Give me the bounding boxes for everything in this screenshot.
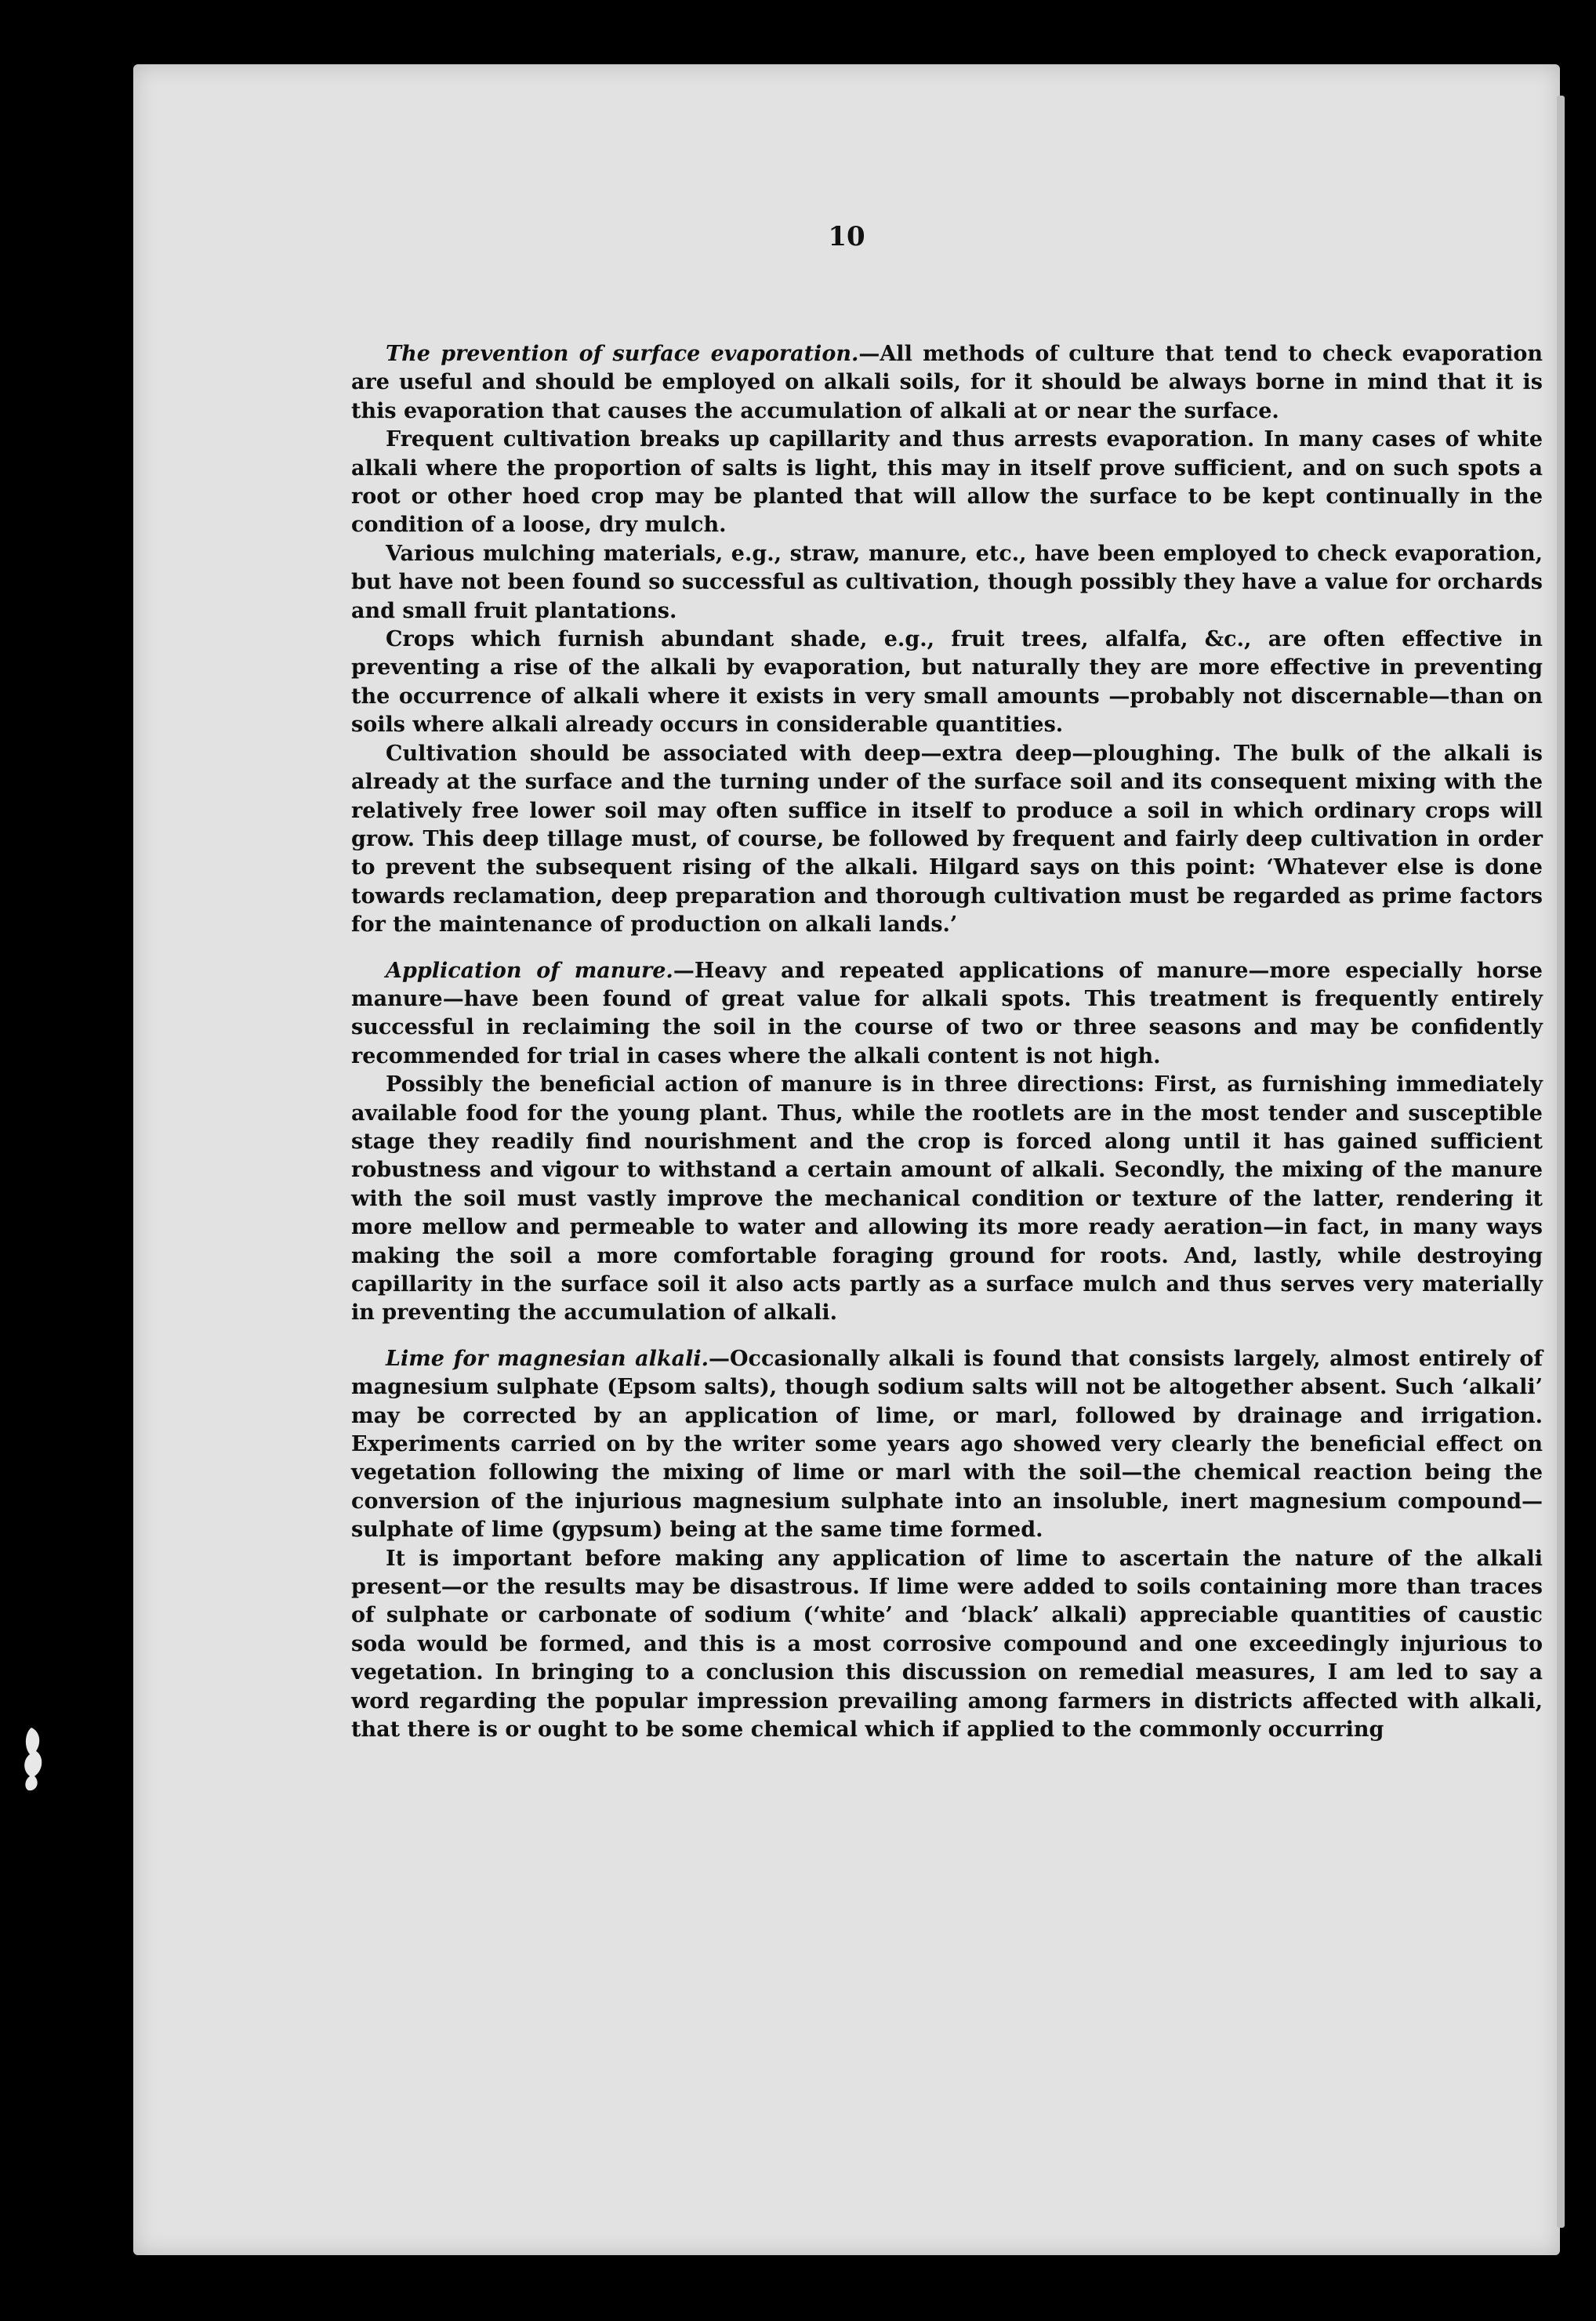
- paragraph: Frequent cultivation breaks up capillarity and thus arrests evaporation. In many cases of white alkali where the proportion of salts is light, this may in itself prove sufficient, and on such spots a root or other hoed crop may be planted that will allow the surface to be kept continually in the condition of a loose, dry mulch.: [351, 427, 1543, 538]
- paragraph: [351, 340, 1543, 426]
- paragraph: Cultivation should be associated with deep—extra deep—ploughing. The bulk of the alkali is already at the surface and the turning under of the surface soil and its consequent mixing with the relatively free lower soil may often suffice in itself to produce a soil in which ordinary crops will grow. This deep tillage must, of course, be followed by frequent and fairly deep cultivation in order to prevent the subsequent rising of the alkali. Hilgard says on this point: ‘Whatever else is done towards reclamation, deep preparation and thorough cultivation must be regarded as prime factors for the maintenance of production on alkali lands.’: [351, 741, 1543, 937]
- paragraph: [351, 957, 1543, 1072]
- paragraph-text: —All methods of culture that tend to check evaporation are useful and should be employed on alkali soils, for it should be always borne in mind that it is this evaporation that causes the accumulation of alkali at or near the surface.: [351, 342, 1543, 423]
- paragraph: [351, 1345, 1543, 1545]
- body-text: [351, 340, 1543, 1745]
- paragraph: Crops which furnish abundant shade, e.g., fruit trees, alfalfa, &c., are often effective in preventing a rise of the alkali by evaporation, but naturally they are more effective in preventing the occurrence of alkali where it exists in very small amounts —probably not discernable—than on soils where alkali already occurs in considerable quantities.: [351, 627, 1543, 738]
- paragraph: Various mulching materials, e.g., straw, manure, etc., have been employed to check evaporation, but have not been found so successful as cultivation, though possibly they have a value for orchards and small fruit plantations.: [351, 541, 1543, 623]
- page-edge: [1557, 96, 1565, 2228]
- paragraph: Possibly the beneficial action of manure is in three directions: First, as furnishing immediately available food for the young plant. Thus, while the rootlets are in the most tender and susceptible stage they readily find nourishment and the crop is forced along until it has gained sufficient robustness and vigour to withstand a certain amount of alkali. Secondly, the mixing of the manure with the soil must vastly improve the mechanical condition or texture of the latter, rendering it more mellow and permeable to water and allowing its more ready aeration—in fact, in many ways making the soil a more comfortable foraging ground for roots. And, lastly, while destroying capillarity in the surface soil it also acts partly as a surface mulch and thus serves very materially in preventing the accumulation of alkali.: [351, 1072, 1543, 1326]
- section-heading: Lime for magnesian alkali.: [386, 1346, 709, 1371]
- paragraph-text: —Heavy and repeated applications of manure—more especially horse manure—have been found of great value for alkali spots. This treatment is frequently entirely successful in reclaiming the soil in the course of two or three seasons and may be confidently recommended for trial in cases where the alkali content is not high.: [351, 958, 1543, 1068]
- document-page: [133, 64, 1560, 2255]
- paragraph: It is important before making any application of lime to ascertain the nature of the alkali present—or the results may be disastrous. If lime were added to soils containing more than traces of sulphate or carbonate of sodium (‘white’ and ‘black’ alkali) appreciable quantities of caustic soda would be formed, and this is a most corrosive compound and one exceedingly injurious to vegetation. In bringing to a conclusion this discussion on remedial measures, I am led to say a word regarding the popular impression prevailing among farmers in districts affected with alkali, that there is or ought to be some chemical which if applied to the commonly occurring: [351, 1546, 1543, 1743]
- section-heading: The prevention of surface evaporation.: [386, 342, 859, 366]
- section-heading: Application of manure.: [386, 958, 673, 983]
- page-number: 10: [828, 221, 865, 252]
- binder-clip-mark: [20, 1724, 47, 1795]
- paragraph-text: —Occasionally alkali is found that consists largely, almost entirely of magnesium sulphate (Epsom salts), though sodium salts will not be altogether absent. Such ‘alkali’ may be corrected by an application of lime, or marl, followed by drainage and irrigation. Experiments carried on by the writer some years ago showed very clearly the beneficial effect on vegetation following the mixing of lime or marl with the soil—the chemical reaction being the conversion of the injurious magnesium sulphate into an insoluble, inert magnesium compound—sulphate of lime (gypsum) being at the same time formed.: [351, 1346, 1543, 1543]
